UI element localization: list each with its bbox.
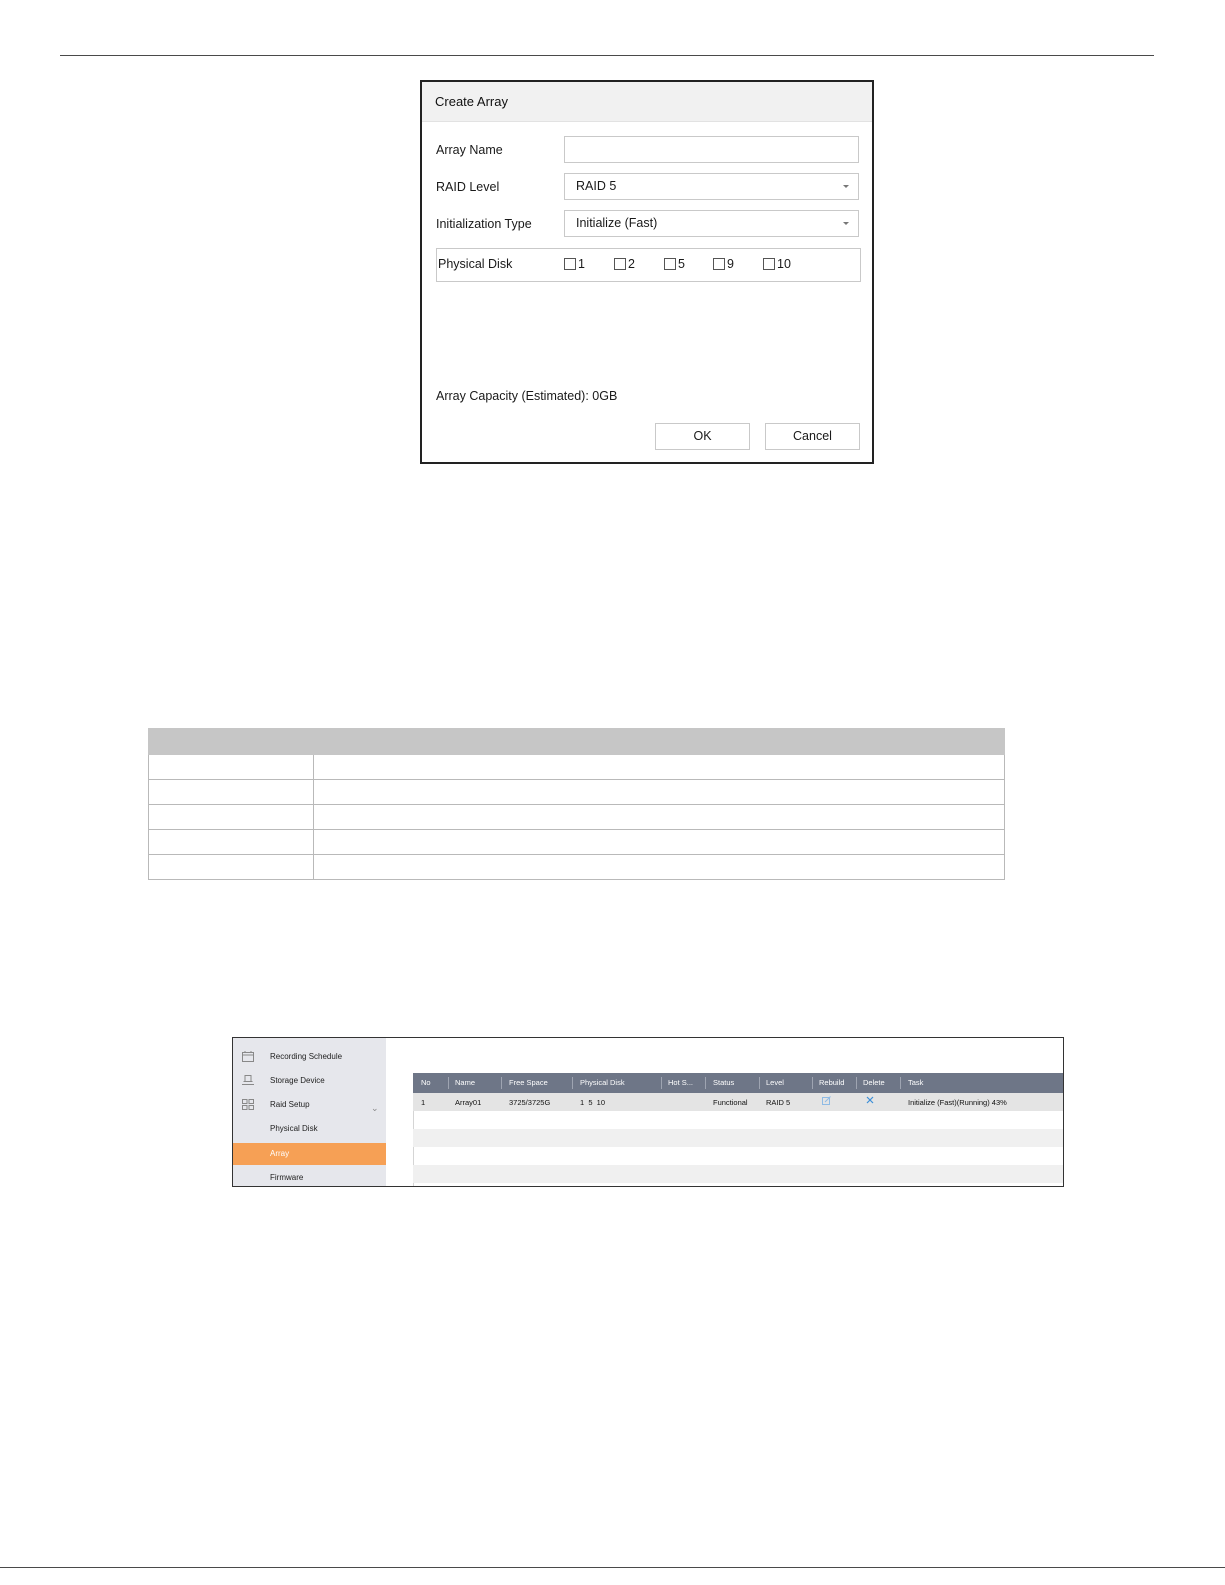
column-separator bbox=[661, 1077, 662, 1089]
chevron-down-icon: ⌄ bbox=[371, 1103, 379, 1113]
table-cell bbox=[149, 729, 314, 755]
cell-name: Array01 bbox=[455, 1098, 482, 1107]
delete-icon[interactable] bbox=[866, 1096, 874, 1106]
chevron-down-icon bbox=[843, 222, 849, 225]
column-header-name[interactable]: Name bbox=[455, 1078, 476, 1087]
table-cell bbox=[149, 855, 314, 880]
checkbox-icon bbox=[564, 258, 576, 270]
checkbox-icon bbox=[614, 258, 626, 270]
sidebar-item-array[interactable] bbox=[233, 1143, 386, 1165]
column-header-status[interactable]: Status bbox=[713, 1078, 735, 1087]
ok-button[interactable]: OK bbox=[655, 423, 750, 450]
raid-level-label: RAID Level bbox=[436, 180, 500, 194]
disk-label: 9 bbox=[727, 257, 734, 271]
sidebar-item-label: Firmware bbox=[270, 1173, 304, 1182]
table-cell bbox=[149, 780, 314, 805]
disk-label: 10 bbox=[777, 257, 791, 271]
cell-free-space: 3725/3725G bbox=[509, 1098, 551, 1107]
raid-level-value: RAID 5 bbox=[576, 179, 617, 193]
table-cell bbox=[149, 805, 314, 830]
table-row bbox=[149, 780, 1005, 805]
physical-disk-group bbox=[436, 248, 861, 282]
disk-label: 1 bbox=[578, 257, 585, 271]
column-header-free-space[interactable]: Free Space bbox=[509, 1078, 548, 1087]
sidebar-item-label: Recording Schedule bbox=[270, 1052, 343, 1061]
column-separator bbox=[900, 1077, 901, 1089]
sidebar-item-label: Array bbox=[270, 1149, 290, 1158]
table-cell bbox=[314, 755, 1005, 780]
table-row bbox=[149, 855, 1005, 880]
table-header-row bbox=[149, 729, 1005, 755]
table-cell bbox=[314, 780, 1005, 805]
column-header-task[interactable]: Task bbox=[908, 1078, 924, 1087]
table-row[interactable] bbox=[413, 1093, 1063, 1111]
table-cell bbox=[149, 830, 314, 855]
table-row bbox=[149, 755, 1005, 780]
cell-no: 1 bbox=[421, 1098, 426, 1107]
checkbox-icon bbox=[763, 258, 775, 270]
cancel-button[interactable]: Cancel bbox=[765, 423, 860, 450]
table-cell bbox=[314, 830, 1005, 855]
array-table-header bbox=[413, 1073, 1063, 1093]
blank-table bbox=[148, 728, 1005, 880]
checkbox-icon bbox=[664, 258, 676, 270]
grid-icon bbox=[242, 1099, 254, 1110]
table-row bbox=[413, 1165, 1063, 1183]
array-list-screenshot bbox=[232, 1037, 1064, 1187]
table-row bbox=[149, 830, 1005, 855]
sidebar-item-physical-disk[interactable] bbox=[233, 1118, 386, 1140]
sidebar-item-recording-schedule[interactable] bbox=[233, 1046, 386, 1068]
checkbox-icon bbox=[713, 258, 725, 270]
array-name-label: Array Name bbox=[436, 143, 503, 157]
table-cell bbox=[314, 805, 1005, 830]
disk-label: 5 bbox=[678, 257, 685, 271]
table-cell bbox=[314, 855, 1005, 880]
column-header-level[interactable]: Level bbox=[766, 1078, 784, 1087]
disk-checkbox-9[interactable] bbox=[713, 257, 734, 271]
cell-level: RAID 5 bbox=[766, 1098, 791, 1107]
disk-label: 2 bbox=[628, 257, 635, 271]
init-type-value: Initialize (Fast) bbox=[576, 216, 658, 230]
column-separator bbox=[448, 1077, 449, 1089]
storage-icon bbox=[242, 1075, 254, 1086]
page-top-rule bbox=[60, 55, 1154, 56]
cell-task: Initialize (Fast)(Running) 43% bbox=[908, 1098, 1007, 1107]
page-bottom-rule bbox=[0, 1567, 1225, 1568]
table-cell bbox=[314, 729, 1005, 755]
cell-status: Functional bbox=[713, 1098, 748, 1107]
array-capacity-text: Array Capacity (Estimated): 0GB bbox=[436, 389, 618, 403]
disk-checkbox-2[interactable] bbox=[614, 257, 635, 271]
sidebar-item-label: Physical Disk bbox=[270, 1124, 318, 1133]
column-header-delete[interactable]: Delete bbox=[863, 1078, 885, 1087]
sidebar-item-label: Raid Setup bbox=[270, 1100, 310, 1109]
column-header-no[interactable]: No bbox=[421, 1078, 431, 1087]
physical-disk-label: Physical Disk bbox=[438, 257, 513, 271]
cell-physical-disk: 1 5 10 bbox=[580, 1098, 606, 1107]
table-row bbox=[413, 1147, 1063, 1165]
sidebar-item-firmware[interactable] bbox=[233, 1167, 386, 1187]
create-array-dialog bbox=[420, 80, 874, 464]
column-header-rebuild[interactable]: Rebuild bbox=[819, 1078, 845, 1087]
table-row bbox=[149, 805, 1005, 830]
column-header-hot-spare[interactable]: Hot S... bbox=[668, 1078, 694, 1087]
column-separator bbox=[572, 1077, 573, 1089]
sidebar-item-storage-device[interactable] bbox=[233, 1070, 386, 1092]
sidebar-item-label: Storage Device bbox=[270, 1076, 325, 1085]
init-type-select[interactable] bbox=[564, 210, 859, 237]
table-cell bbox=[149, 755, 314, 780]
rebuild-icon[interactable] bbox=[822, 1096, 831, 1107]
disk-checkbox-5[interactable] bbox=[664, 257, 685, 271]
table-row bbox=[413, 1111, 1063, 1129]
chevron-down-icon bbox=[843, 185, 849, 188]
array-table bbox=[413, 1073, 1063, 1183]
dialog-title: Create Array bbox=[422, 82, 872, 122]
raid-level-select[interactable] bbox=[564, 173, 859, 200]
calendar-icon bbox=[242, 1051, 254, 1062]
column-separator bbox=[705, 1077, 706, 1089]
column-separator bbox=[856, 1077, 857, 1089]
array-name-input[interactable] bbox=[564, 136, 859, 163]
column-separator bbox=[759, 1077, 760, 1089]
disk-checkbox-10[interactable] bbox=[763, 257, 791, 271]
column-separator bbox=[812, 1077, 813, 1089]
column-separator bbox=[501, 1077, 502, 1089]
disk-checkbox-1[interactable] bbox=[564, 257, 585, 271]
init-type-label: Initialization Type bbox=[436, 217, 532, 231]
column-header-physical-disk[interactable]: Physical Disk bbox=[580, 1078, 625, 1087]
sidebar bbox=[233, 1038, 386, 1187]
table-row bbox=[413, 1129, 1063, 1147]
sidebar-item-raid-setup[interactable] bbox=[233, 1094, 386, 1116]
